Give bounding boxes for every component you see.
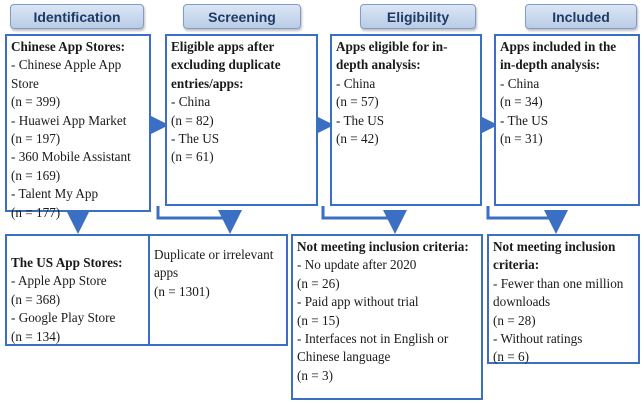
cn-store-count: (n = 177): [11, 204, 61, 220]
screening-country-count: (n = 82): [171, 112, 214, 128]
eligibility-heading: Apps eligible for in-depth analysis:: [336, 39, 448, 73]
cn-store-label: - Chinese Apple App Store: [11, 57, 122, 91]
cn-store-label: - 360 Mobile Assistant: [11, 149, 131, 165]
cn-store-count: (n = 197): [11, 131, 61, 147]
box-us-app-stores: [5, 234, 151, 346]
excluded-reason-label: - Interfaces not in English or Chinese language: [297, 331, 449, 365]
excluded-reason-count: (n = 26): [297, 275, 340, 291]
box-duplicate-irrelevant: [148, 234, 288, 346]
cn-store-count: (n = 169): [11, 167, 61, 183]
us-stores-heading: The US App Stores:: [11, 255, 123, 270]
excluded-reason-count: (n = 3): [297, 367, 334, 383]
box-eligibility-excluded: [291, 234, 483, 400]
included-excluded-label: - Fewer than one million downloads: [493, 275, 624, 310]
screening-country-label: - China: [171, 94, 211, 110]
arrow-screening-down: [158, 206, 230, 228]
us-store-label: - Apple App Store: [11, 273, 107, 289]
duplicate-text: Duplicate or irrelevant apps: [154, 247, 274, 281]
stage-included: Included: [525, 4, 637, 29]
included-excluded-count: (n = 6): [493, 349, 530, 365]
excluded-reason-label: - No update after 2020: [297, 257, 417, 273]
included-country-count: (n = 34): [500, 94, 543, 110]
stage-screening: Screening: [183, 4, 301, 29]
excluded-reason-count: (n = 15): [297, 312, 340, 328]
stage-identification: Identification: [10, 4, 144, 29]
box-chinese-app-stores: [5, 34, 151, 220]
box-included-excluded: [487, 234, 640, 364]
eligibility-country-count: (n = 57): [336, 94, 379, 110]
cn-store-count: (n = 399): [11, 94, 61, 110]
box-screening-eligible: [165, 34, 318, 206]
eligibility-country-label: - China: [336, 75, 376, 91]
screening-heading: Eligible apps after excluding duplicate entries/apps:: [171, 39, 281, 91]
cn-store-label: - Talent My App: [11, 186, 99, 202]
us-store-count: (n = 134): [11, 328, 61, 344]
included-heading: Apps included in the in-depth analysis:: [500, 39, 617, 73]
eligibility-country-label: - The US: [336, 112, 385, 128]
included-excluded-count: (n = 28): [493, 312, 536, 328]
included-excluded-heading: Not meeting inclusion criteria:: [493, 239, 616, 273]
chinese-stores-heading: Chinese App Stores:: [11, 39, 126, 54]
arrow-eligibility-down: [323, 206, 395, 228]
box-included-in-depth: [494, 34, 640, 206]
us-store-count: (n = 368): [11, 291, 61, 307]
arrow-included-down: [488, 206, 556, 228]
excluded-reason-label: - Paid app without trial: [297, 294, 419, 310]
screening-country-count: (n = 61): [171, 149, 214, 165]
included-country-label: - China: [500, 75, 540, 91]
us-store-label: - Google Play Store: [11, 310, 116, 326]
eligibility-excluded-heading: Not meeting inclusion criteria:: [297, 239, 469, 254]
eligibility-country-count: (n = 42): [336, 131, 379, 147]
box-eligible-in-depth: [330, 34, 482, 206]
included-country-count: (n = 31): [500, 131, 543, 147]
stage-eligibility: Eligibility: [360, 4, 476, 29]
screening-country-label: - The US: [171, 131, 220, 147]
included-country-label: - The US: [500, 112, 549, 128]
duplicate-count: (n = 1301): [154, 283, 210, 299]
included-excluded-label: - Without ratings: [493, 331, 583, 347]
cn-store-label: - Huawei App Market: [11, 112, 127, 128]
